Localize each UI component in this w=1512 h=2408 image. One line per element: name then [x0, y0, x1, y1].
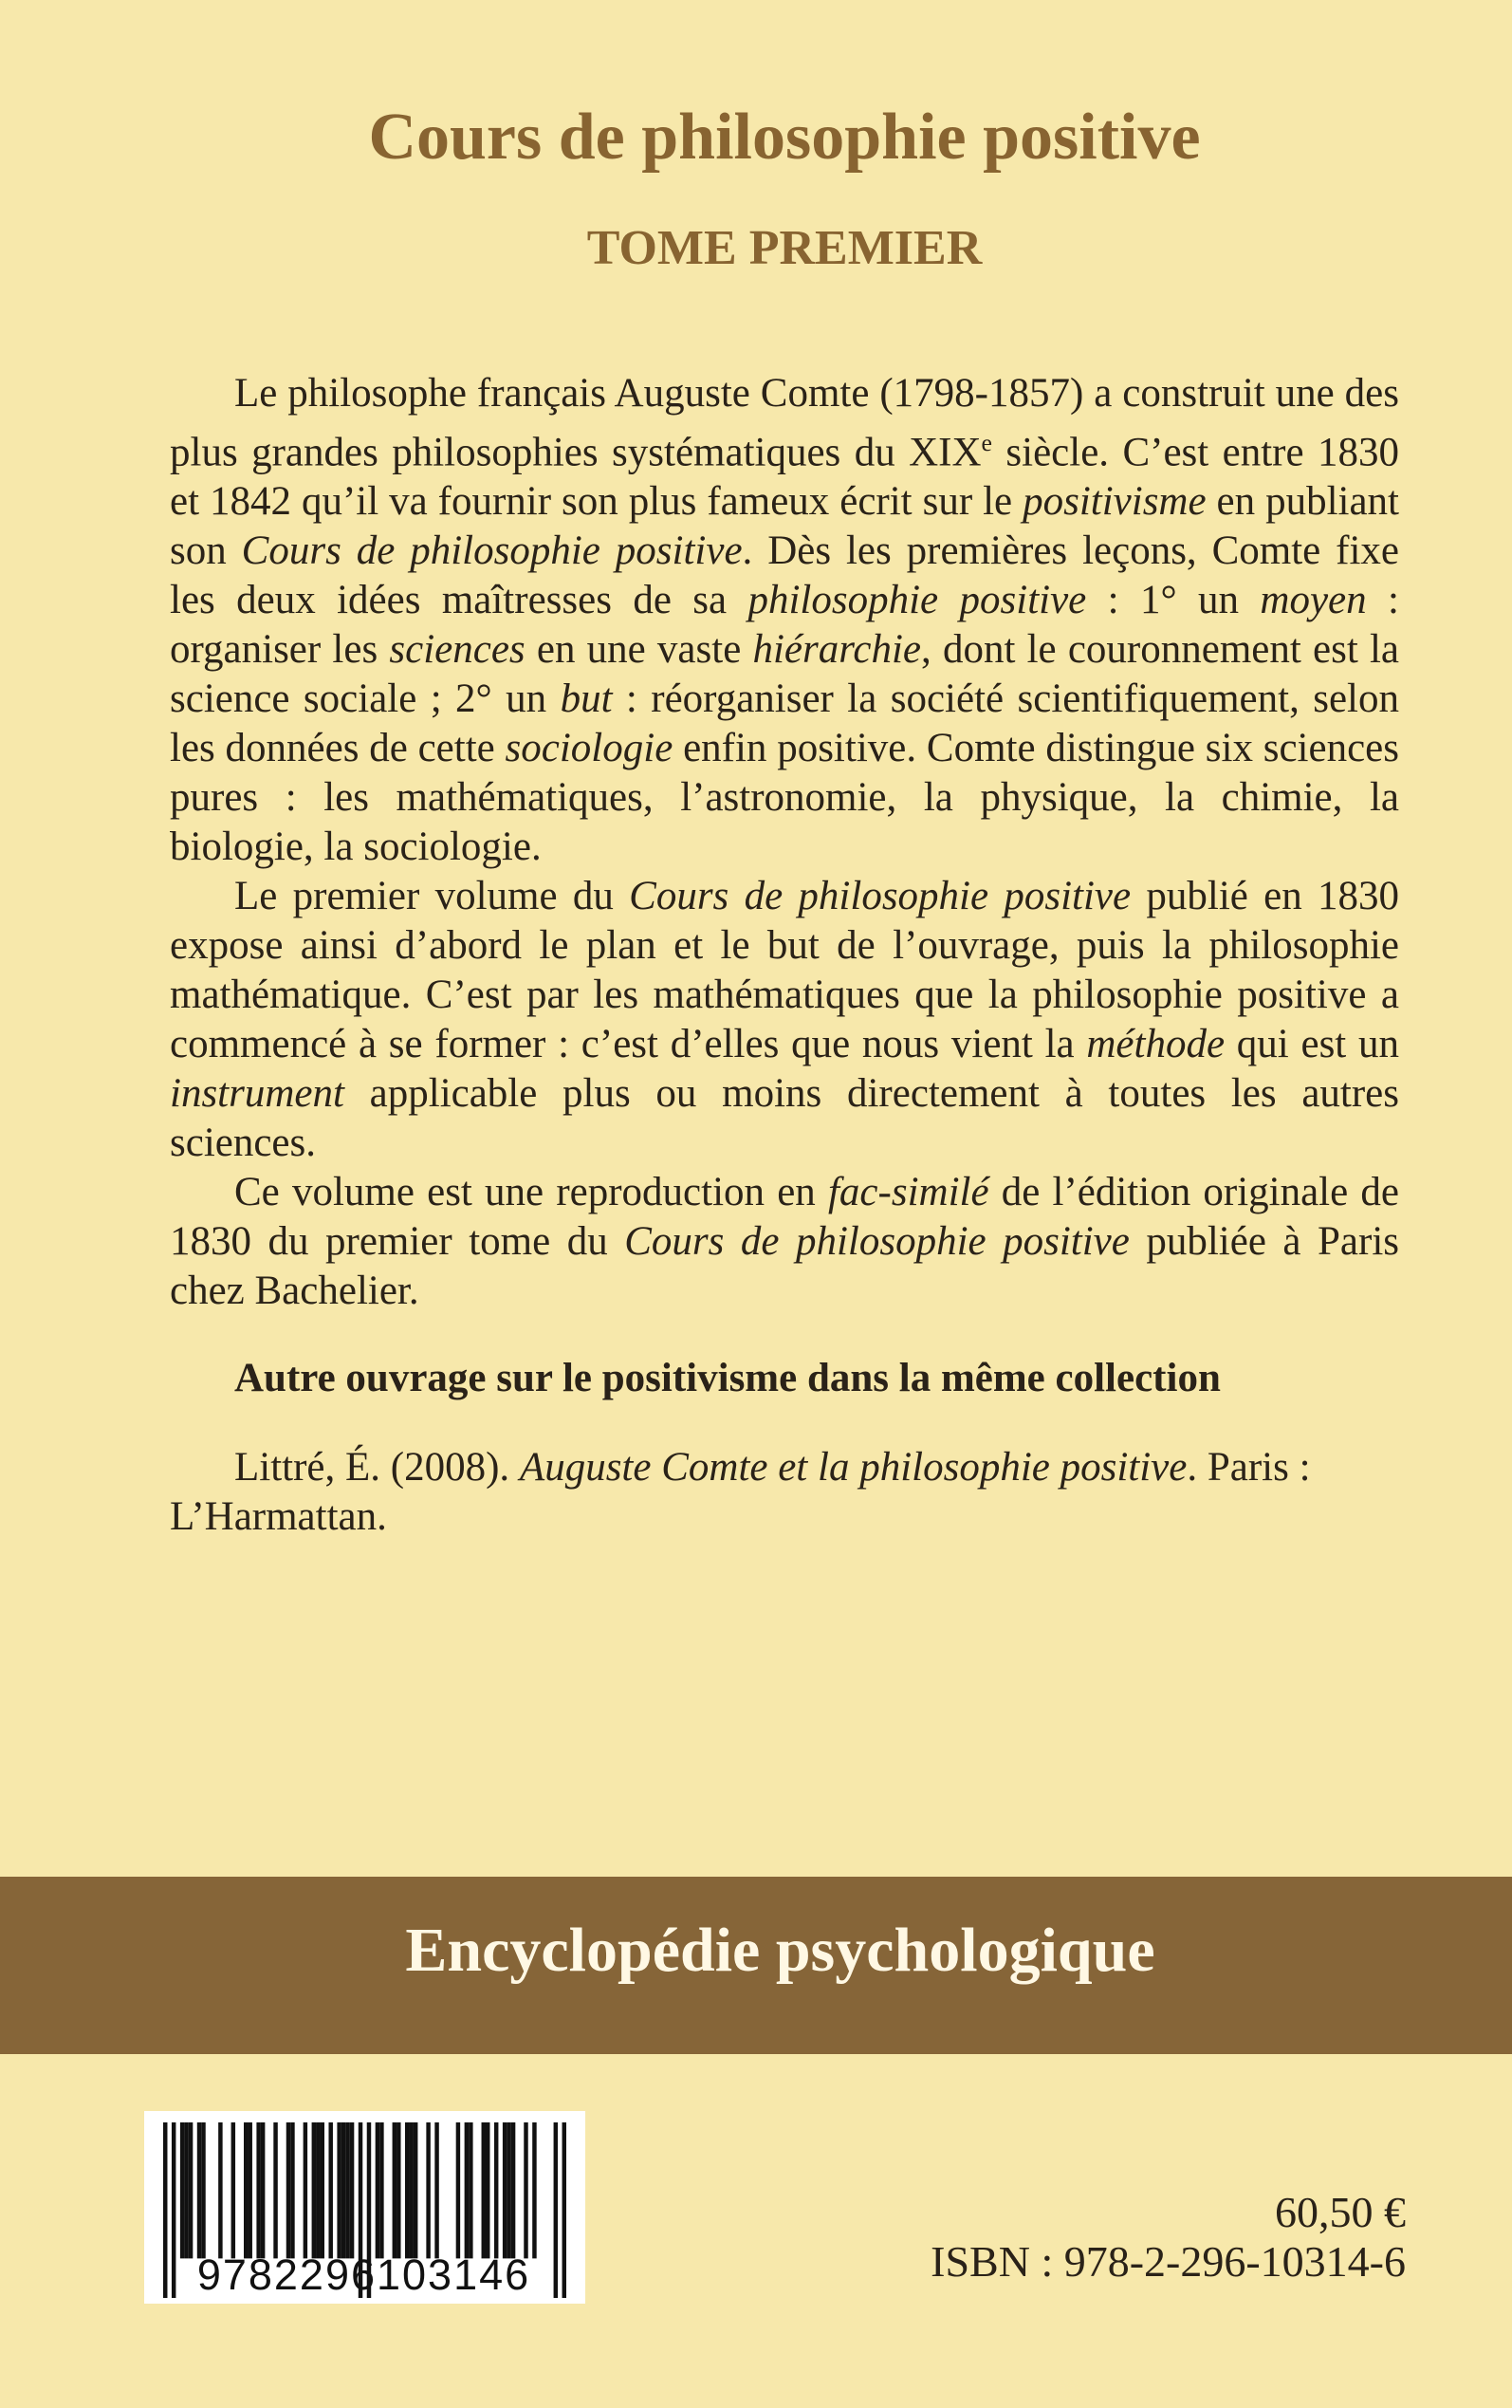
barcode-bar: [379, 2122, 383, 2258]
italic-text: fac-similé: [827, 1170, 989, 1215]
text-run: : réorganiser la société scientifiquement, selon les données de cette: [170, 676, 1399, 771]
barcode-bar: [189, 2122, 193, 2258]
paragraph: [170, 872, 1399, 1168]
barcode-bar: [231, 2122, 235, 2258]
text-run: en publiant son: [170, 479, 1400, 574]
italic-text: Cours de philosophie positive: [624, 1219, 1130, 1265]
barcode-bar: [465, 2122, 469, 2258]
italic-text: positivisme: [1023, 479, 1207, 525]
barcode-bar: [532, 2122, 536, 2258]
barcode-digits: 9782296103146: [196, 2251, 531, 2299]
text-run: . Dès les premières leçons, Comte fixe les deux idées maîtresses de sa: [170, 528, 1400, 623]
barcode-bar: [345, 2122, 349, 2258]
barcode-bar: [328, 2122, 332, 2258]
paragraph: [170, 369, 1399, 872]
italic-text: instrument: [170, 1071, 344, 1117]
isbn: ISBN : 978-2-296-10314-6: [931, 2237, 1406, 2286]
barcode-bar: [405, 2122, 409, 2258]
text-run: : 1° un: [1086, 578, 1261, 623]
italic-text: moyen: [1260, 578, 1367, 623]
barcode-bar: [286, 2122, 290, 2258]
barcode-bar: [312, 2122, 316, 2258]
barcode-bar: [244, 2122, 248, 2258]
text-run: publié en 1830 expose ainsi d’abord le plan et le but de l’ouvrage, puis la philosophie mathématique. C’est par les mathématiques que la philosophie positive a commencé à se former : c’est d’elles que nous vient la: [170, 874, 1399, 1067]
barcode-bar: [426, 2122, 430, 2258]
barcode-bar: [414, 2122, 417, 2258]
italic-text: sociologie: [505, 726, 673, 771]
barcode-bar: [256, 2122, 260, 2258]
book-title: Cours de philosophie positive: [368, 101, 1201, 174]
barcode-bar: [248, 2122, 251, 2258]
reference-entry: [170, 1443, 1399, 1542]
italic-text: Auguste Comte et la philosophie positive: [519, 1445, 1188, 1491]
barcode-bar: [486, 2122, 489, 2258]
text-run: publiée à Paris chez Bachelier.: [170, 1219, 1400, 1314]
text-run: , dont le couronnement est la science sociale ; 2° un: [170, 627, 1400, 722]
text-run: qui est un: [1225, 1022, 1399, 1067]
text-run: : organiser les: [170, 578, 1399, 673]
other-works-heading: Autre ouvrage sur le positivisme dans la même collection: [234, 1356, 1221, 1401]
barcode-bar: [218, 2122, 222, 2258]
barcode-bar: [350, 2122, 354, 2258]
text-run: Le premier volume du: [234, 874, 630, 919]
barcode-bar: [469, 2122, 472, 2258]
barcode-bar: [396, 2122, 400, 2258]
barcode-bar: [507, 2122, 510, 2258]
barcode-bar: [393, 2122, 396, 2258]
barcode-bar: [261, 2122, 265, 2258]
text-run: applicable plus ou moins directement à toutes les autres sciences.: [170, 1071, 1399, 1166]
barcode-bar: [494, 2122, 498, 2258]
description-block: [170, 369, 1399, 1542]
collection-name: Encyclopédie psychologique: [405, 1916, 1155, 1985]
text-run: en une vaste: [525, 627, 753, 673]
barcode-bar: [290, 2122, 294, 2258]
italic-text: méthode: [1086, 1022, 1226, 1067]
barcode-bar: [184, 2122, 188, 2258]
text-run: de l’édition originale de 1830 du premier tome du: [170, 1170, 1399, 1265]
text-run: Le philosophe français Auguste Comte (1798-1857) a construit une des plus grandes philosophies systématiques du XIX: [170, 371, 1399, 475]
barcode-bar: [456, 2122, 460, 2258]
barcode-bar: [341, 2122, 345, 2258]
italic-text: Cours de philosophie positive: [241, 528, 743, 574]
barcode-bar: [201, 2122, 205, 2258]
barcode-bar: [273, 2122, 277, 2258]
barcode-bar: [511, 2122, 515, 2258]
text-run: enfin positive. Comte distingue six sciences pures : les mathématiques, l’astronomie, la physique, la chimie, la biologie, la sociologie.: [170, 726, 1399, 870]
italic-text: but: [560, 676, 613, 722]
barcode-bar: [180, 2122, 184, 2258]
barcode-bar: [321, 2122, 324, 2258]
barcode-bar: [304, 2122, 307, 2258]
italic-text: philosophie positive: [747, 578, 1087, 623]
text-run: Littré, É. (2008).: [234, 1445, 520, 1491]
italic-text: sciences: [389, 627, 526, 673]
barcode-bar: [197, 2122, 201, 2258]
paragraph: [170, 1168, 1399, 1316]
barcode-bar: [409, 2122, 413, 2258]
volume-subtitle: TOME PREMIER: [586, 221, 983, 275]
collection-band: [0, 1877, 1512, 2054]
barcode-bar: [337, 2122, 341, 2258]
price: 60,50 €: [1275, 2188, 1406, 2236]
barcode-bar: [376, 2122, 379, 2258]
text-run: . Paris : L’Harmattan.: [170, 1445, 1311, 1540]
text-run: Ce volume est une reproduction en: [234, 1170, 828, 1215]
barcode-bar: [434, 2122, 438, 2258]
barcode-bar: [524, 2122, 527, 2258]
text-run: e: [981, 429, 992, 456]
italic-text: hiérarchie: [752, 627, 922, 673]
text-run: siècle. C’est entre 1830 et 1842 qu’il va fournir son plus fameux écrit sur le: [170, 430, 1399, 525]
barcode: [144, 2111, 585, 2304]
italic-text: Cours de philosophie positive: [629, 874, 1132, 919]
barcode-bar: [482, 2122, 486, 2258]
barcode-bar: [503, 2122, 507, 2258]
barcode-bar: [316, 2122, 320, 2258]
